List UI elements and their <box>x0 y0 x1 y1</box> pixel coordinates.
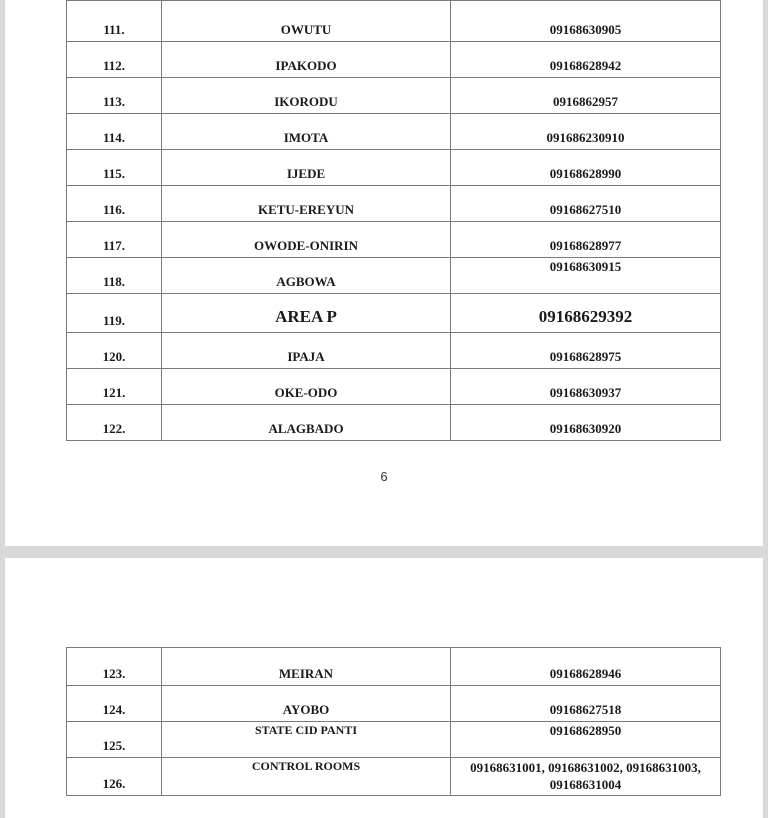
row-number: 114. <box>67 114 162 150</box>
phone-number: 09168630905 <box>451 1 721 42</box>
table-row <box>67 42 721 78</box>
table-row <box>67 648 721 686</box>
row-number: 113. <box>67 78 162 114</box>
row-number: 117. <box>67 222 162 258</box>
row-number: 124. <box>67 686 162 722</box>
table-row <box>67 258 721 294</box>
table-row <box>67 78 721 114</box>
phone-number: 09168628950 <box>451 722 721 758</box>
station-name: IPAJA <box>162 333 451 369</box>
row-number: 121. <box>67 369 162 405</box>
phone-number-line: 09168631004 <box>549 777 622 792</box>
page-number: 6 <box>380 469 388 484</box>
phone-number: 09168628977 <box>451 222 721 258</box>
table-row <box>67 686 721 722</box>
station-name: MEIRAN <box>162 648 451 686</box>
row-number: 123. <box>67 648 162 686</box>
row-number: 118. <box>67 258 162 294</box>
table-row <box>67 150 721 186</box>
station-name: KETU-EREYUN <box>162 186 451 222</box>
station-name: IMOTA <box>162 114 451 150</box>
station-name: OWUTU <box>162 1 451 42</box>
row-number: 125. <box>67 722 162 758</box>
phone-number-line: 09168631001, 09168631002, 09168631003, <box>470 760 701 775</box>
station-name: OKE-ODO <box>162 369 451 405</box>
table-row <box>67 1 721 42</box>
station-name: IPAKODO <box>162 42 451 78</box>
station-name: AYOBO <box>162 686 451 722</box>
phone-number: 09168628990 <box>451 150 721 186</box>
station-name: AGBOWA <box>162 258 451 294</box>
phone-number: 0916862957 <box>451 78 721 114</box>
station-name: OWODE-ONIRIN <box>162 222 451 258</box>
phone-number: 09168630915 <box>451 258 721 294</box>
document-page-7 <box>5 558 763 818</box>
contacts-table <box>66 0 721 441</box>
phone-number: 09168627518 <box>451 686 721 722</box>
row-number: 115. <box>67 150 162 186</box>
station-name: ALAGBADO <box>162 405 451 441</box>
phone-number: 09168629392 <box>451 294 721 333</box>
table-row <box>67 369 721 405</box>
phone-number: 09168628975 <box>451 333 721 369</box>
contacts-table <box>66 647 721 796</box>
document-page-6 <box>5 0 763 546</box>
table-row <box>67 333 721 369</box>
phone-number: 09168630937 <box>451 369 721 405</box>
table-row <box>67 405 721 441</box>
table-row <box>67 186 721 222</box>
row-number: 126. <box>67 758 162 796</box>
station-name: AREA P <box>162 294 451 333</box>
phone-number: 09168627510 <box>451 186 721 222</box>
station-name: STATE CID PANTI <box>162 722 451 758</box>
station-name: IKORODU <box>162 78 451 114</box>
table-row <box>67 114 721 150</box>
table-row <box>67 722 721 758</box>
phone-number: 09168628942 <box>451 42 721 78</box>
row-number: 122. <box>67 405 162 441</box>
table-row <box>67 222 721 258</box>
phone-number: 09168630920 <box>451 405 721 441</box>
table-row <box>67 294 721 333</box>
phone-number: 091686230910 <box>451 114 721 150</box>
row-number: 116. <box>67 186 162 222</box>
phone-number: 09168628946 <box>451 648 721 686</box>
station-name: CONTROL ROOMS <box>162 758 451 796</box>
station-name: IJEDE <box>162 150 451 186</box>
row-number: 119. <box>67 294 162 333</box>
row-number: 111. <box>67 1 162 42</box>
table-row <box>67 758 721 796</box>
phone-number <box>451 758 721 796</box>
row-number: 120. <box>67 333 162 369</box>
row-number: 112. <box>67 42 162 78</box>
